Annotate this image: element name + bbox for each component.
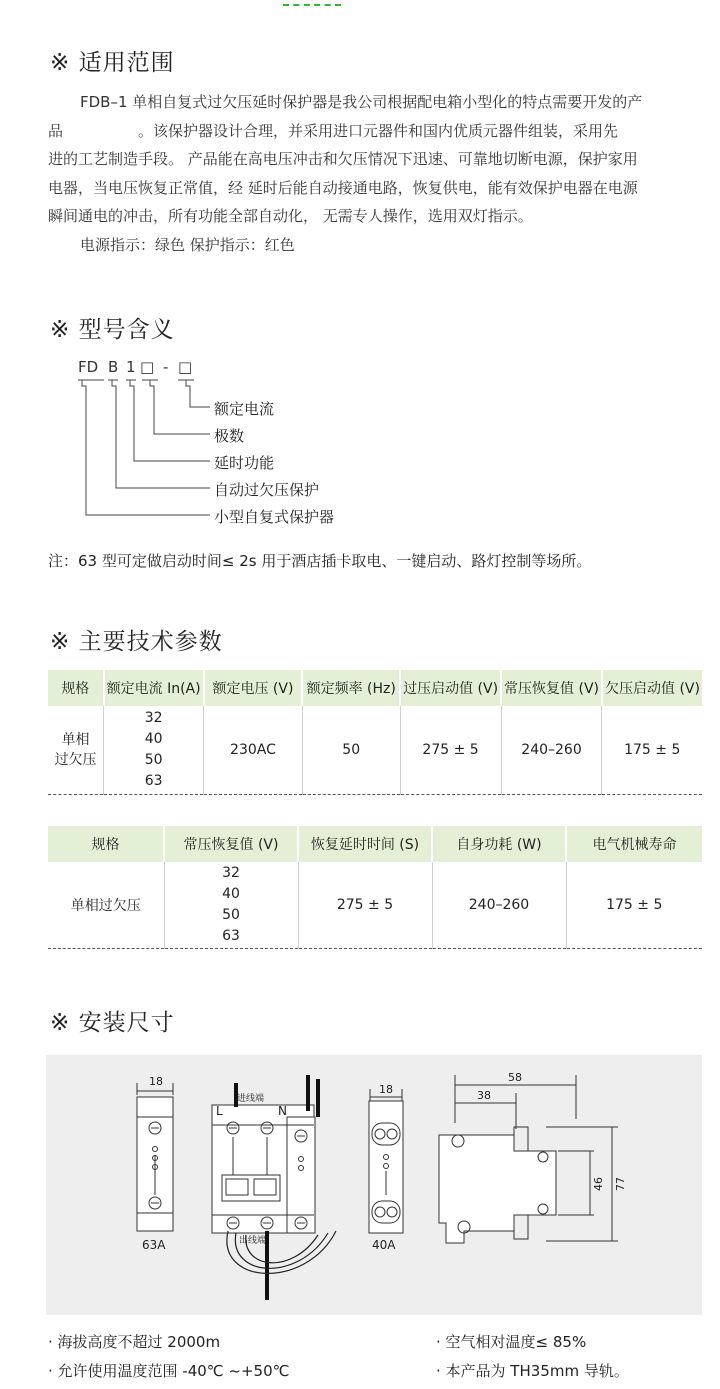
t2-currents	[164, 862, 298, 948]
t1-current-63: 63	[144, 772, 163, 789]
model-code-current: □	[178, 358, 193, 376]
t1-header-recover: 常压恢复值 (V)	[501, 670, 602, 706]
device-profile	[439, 1075, 618, 1243]
section-heading-install: ※ 安装尺寸	[50, 1010, 175, 1036]
section-heading-params: ※ 主要技术参数	[50, 629, 223, 655]
scope-line-3: 进的工艺制造手段。 产品能在高电压冲击和欠压情况下迅速、可靠地切断电源，保护家用	[48, 150, 638, 168]
t1-header-spec: 规格	[48, 670, 104, 706]
t2-current-50: 50	[222, 906, 240, 923]
t1-header-current: 额定电流 In(A)	[104, 670, 204, 706]
label-out: 出线端	[239, 1236, 267, 1246]
label-N: N	[278, 1104, 287, 1118]
install-diagram-panel	[46, 1055, 702, 1315]
t2-spec: 单相过欠压	[48, 862, 164, 948]
indicator-line: 电源指示：绿色 保护指示：红色	[80, 235, 295, 254]
scope-line-1: FDB–1 单相自复式过欠压延时保护器是我公司根据配电箱小型化的特点需要开发的产	[80, 93, 643, 111]
table-row	[48, 706, 702, 794]
model-label-mini-protector: 小型自复式保护器	[214, 508, 335, 526]
model-code-poles: □	[140, 358, 155, 376]
t1-spec: 单相 过欠压	[48, 706, 104, 794]
scope-paragraph	[48, 88, 708, 259]
t1-header-voltage: 额定电压 (V)	[204, 670, 303, 706]
t1-current-32: 32	[144, 709, 163, 726]
t1-currents	[104, 706, 204, 794]
t2-header-spec: 规格	[48, 826, 164, 862]
t2-current-40: 40	[222, 885, 240, 902]
device-assembly	[212, 1105, 315, 1233]
model-code-1: 1	[126, 358, 136, 376]
scope-line-2: 品 。该保护器设计合理，并采用进口元器件和国内优质元器件组装，采用先	[48, 121, 619, 140]
spec-table-1-header	[48, 670, 702, 706]
section-heading-model: ※ 型号含义	[50, 317, 175, 343]
label-in: 进线端	[237, 1094, 265, 1104]
top-dashed-line	[283, 4, 341, 6]
spec-table-2-header	[48, 826, 702, 862]
t1-header-frequency: 额定频率 (Hz)	[302, 670, 400, 706]
t1-over: 275 ± 5	[400, 706, 501, 794]
t2-delay: 275 ± 5	[298, 862, 432, 948]
dim-58: 58	[508, 1071, 522, 1084]
model-code-dash: -	[163, 358, 169, 376]
device-63a	[137, 1083, 173, 1231]
model-code-b: B	[108, 358, 119, 376]
model-label-rated-current: 额定电流	[214, 400, 275, 418]
spec-table-1	[48, 670, 702, 795]
scope-line-5: 瞬间通电的冲击，所有功能全部自动化， 无需专人操作，选用双灯指示。	[48, 207, 533, 225]
model-label-delay: 延时功能	[214, 454, 275, 472]
t2-power: 240–260	[432, 862, 566, 948]
label-40a: 40A	[372, 1238, 396, 1252]
dim-46: 46	[592, 1177, 605, 1191]
dim-77: 77	[614, 1177, 627, 1191]
t2-header-delay: 恢复延时时间 (S)	[298, 826, 432, 862]
model-label-poles: 极数	[214, 427, 245, 445]
dim-18-b: 18	[379, 1083, 393, 1096]
bullet-altitude: · 海拔高度不超过 2000m	[48, 1333, 221, 1351]
t2-header-recover: 常压恢复值 (V)	[164, 826, 298, 862]
bullet-temperature: · 允许使用温度范围 -40℃ ~+50℃	[48, 1362, 290, 1380]
t2-life: 175 ± 5	[566, 862, 702, 948]
t2-header-power: 自身功耗 (W)	[432, 826, 566, 862]
model-diagram	[74, 358, 394, 538]
t1-current-50: 50	[144, 751, 163, 768]
section-heading-scope: ※ 适用范围	[50, 50, 175, 76]
t1-current-40: 40	[144, 730, 163, 747]
t2-header-life: 电气机械寿命	[566, 826, 702, 862]
label-63a: 63A	[142, 1238, 166, 1252]
install-dimension-drawing	[46, 1055, 702, 1315]
model-label-auto-protect: 自动过欠压保护	[214, 481, 320, 499]
dim-18-a: 18	[149, 1075, 163, 1088]
bullet-humidity: · 空气相对温度≤ 85%	[436, 1333, 587, 1351]
scope-line-4: 电器，当电压恢复正常值，经 延时后能自动接通电路，恢复供电，能有效保护电器在电源	[48, 178, 638, 197]
model-code-fd: FD	[78, 358, 99, 376]
t1-recover: 240–260	[501, 706, 602, 794]
t1-header-under: 欠压启动值 (V)	[602, 670, 702, 706]
spec-table-2	[48, 826, 702, 949]
note-text: 注：63 型可定做启动时间≤ 2s 用于酒店插卡取电、一键启动、路灯控制等场所。	[48, 552, 592, 570]
label-L: L	[216, 1104, 223, 1118]
t2-current-32: 32	[222, 864, 240, 881]
dim-38: 38	[477, 1089, 491, 1102]
model-bracket-lines	[74, 358, 214, 538]
t1-under: 175 ± 5	[602, 706, 702, 794]
bullet-rail: · 本产品为 TH35mm 导轨。	[436, 1362, 629, 1380]
t1-header-over: 过压启动值 (V)	[400, 670, 501, 706]
t1-frequency: 50	[302, 706, 400, 794]
device-40a	[369, 1089, 403, 1233]
table-row	[48, 862, 702, 948]
t2-current-63: 63	[222, 927, 240, 944]
t1-voltage: 230AC	[204, 706, 303, 794]
